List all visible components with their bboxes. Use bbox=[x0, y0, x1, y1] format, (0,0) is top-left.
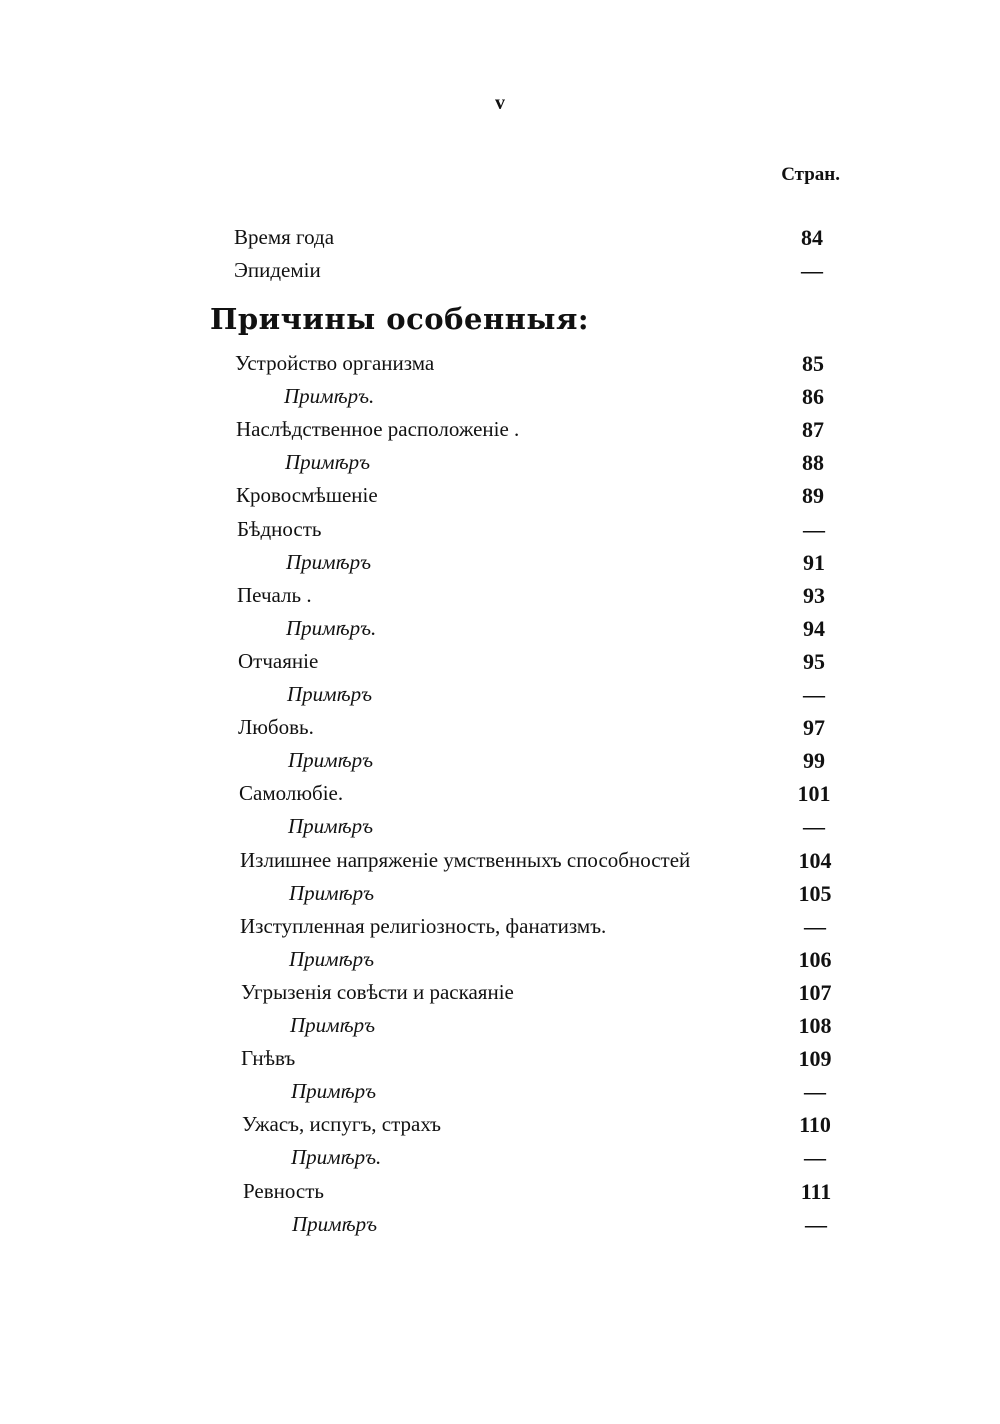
toc-entry-label: Примѣръ bbox=[290, 1013, 375, 1037]
toc-entry-label: Бѣдность bbox=[237, 516, 322, 541]
toc-entry-page: 101 bbox=[797, 781, 831, 807]
toc-entry-page: 89 bbox=[802, 483, 824, 509]
toc-entry-page: 105 bbox=[798, 880, 832, 906]
page-column-header: Стран. bbox=[781, 164, 840, 185]
toc-entry-page: 99 bbox=[803, 748, 825, 774]
toc-entry-label: Время года bbox=[234, 225, 335, 249]
toc-entry-label: Печаль . bbox=[237, 582, 312, 607]
toc-entry-label: Эпидеміи bbox=[234, 258, 321, 282]
toc-entry-page: 84 bbox=[801, 225, 823, 250]
toc-entry-page: 108 bbox=[798, 1013, 832, 1038]
toc-entry-page: 95 bbox=[803, 648, 825, 674]
toc-entry-label: Отчаяніе bbox=[238, 648, 319, 673]
toc-entry-label: Изступленная религіозность, фанатизмъ. bbox=[240, 913, 607, 938]
section-heading: Причины особенныя: bbox=[210, 302, 590, 336]
toc-entry-page: 88 bbox=[802, 450, 824, 476]
toc-entry-label: Примѣръ bbox=[288, 748, 373, 773]
page-number: v bbox=[495, 92, 505, 114]
toc-entry-page: 87 bbox=[802, 417, 824, 443]
toc-entry-page: 104 bbox=[798, 847, 832, 873]
toc-entry-page: 85 bbox=[802, 351, 824, 376]
toc-entry-page: — bbox=[805, 1211, 827, 1237]
toc-entry-label: Примѣръ. bbox=[284, 384, 375, 409]
toc-entry-label: Примѣръ bbox=[285, 450, 370, 475]
toc-entry-page: — bbox=[801, 258, 823, 283]
toc-entry-label: Ревность bbox=[243, 1178, 324, 1203]
toc-entry-label: Примѣръ bbox=[286, 549, 371, 574]
toc-entry-page: 111 bbox=[800, 1178, 832, 1204]
toc-entry-page: — bbox=[803, 516, 825, 542]
toc-entry-label: Примѣръ bbox=[292, 1211, 377, 1236]
toc-entry-label: Излишнее напряженіе умственныхъ способностей bbox=[240, 847, 691, 872]
toc-entry-label: Примѣръ. bbox=[291, 1145, 382, 1170]
toc-entry-page: 86 bbox=[802, 384, 824, 410]
toc-entry-page: — bbox=[804, 913, 826, 939]
toc-entry-page: — bbox=[803, 814, 825, 840]
toc-entry-page: — bbox=[804, 1079, 826, 1105]
toc-entry-label: Угрызенія совѣсти и раскаяніе bbox=[241, 979, 514, 1004]
toc-entry-label: Примѣръ bbox=[289, 946, 374, 971]
toc-entry-page: 107 bbox=[798, 979, 832, 1005]
toc-entry-label: Примѣръ bbox=[289, 880, 374, 905]
toc-entry-page: 91 bbox=[803, 549, 825, 575]
toc-entry-page: — bbox=[803, 682, 825, 707]
toc-entry-page: 93 bbox=[803, 582, 825, 608]
toc-entry-label: Примѣръ bbox=[291, 1079, 376, 1104]
toc-entry-label: Примѣръ bbox=[287, 682, 372, 706]
toc-entry-label: Наслѣдственное расположеніе . bbox=[236, 417, 520, 442]
toc-entry-page: 109 bbox=[798, 1046, 832, 1072]
toc-entry-label: Гнѣвъ bbox=[241, 1046, 296, 1071]
toc-entry-page: — bbox=[804, 1145, 826, 1171]
toc-entry-label: Ужасъ, испугъ, страхъ bbox=[242, 1112, 441, 1137]
toc-entry-label: Примѣръ. bbox=[286, 615, 377, 640]
toc-entry-page: 94 bbox=[803, 615, 825, 641]
toc-entry-label: Кровосмѣшеніе bbox=[236, 483, 378, 508]
toc-entry-label: Примѣръ bbox=[288, 814, 373, 839]
toc-entry-page: 97 bbox=[803, 715, 825, 741]
toc-entry-label: Устройство организма bbox=[235, 351, 435, 375]
toc-entry-label: Любовь. bbox=[238, 715, 314, 740]
toc-entry-label: Самолюбіе. bbox=[239, 781, 344, 806]
toc-entry-page: 110 bbox=[799, 1112, 831, 1138]
toc-entry-page: 106 bbox=[798, 946, 832, 972]
